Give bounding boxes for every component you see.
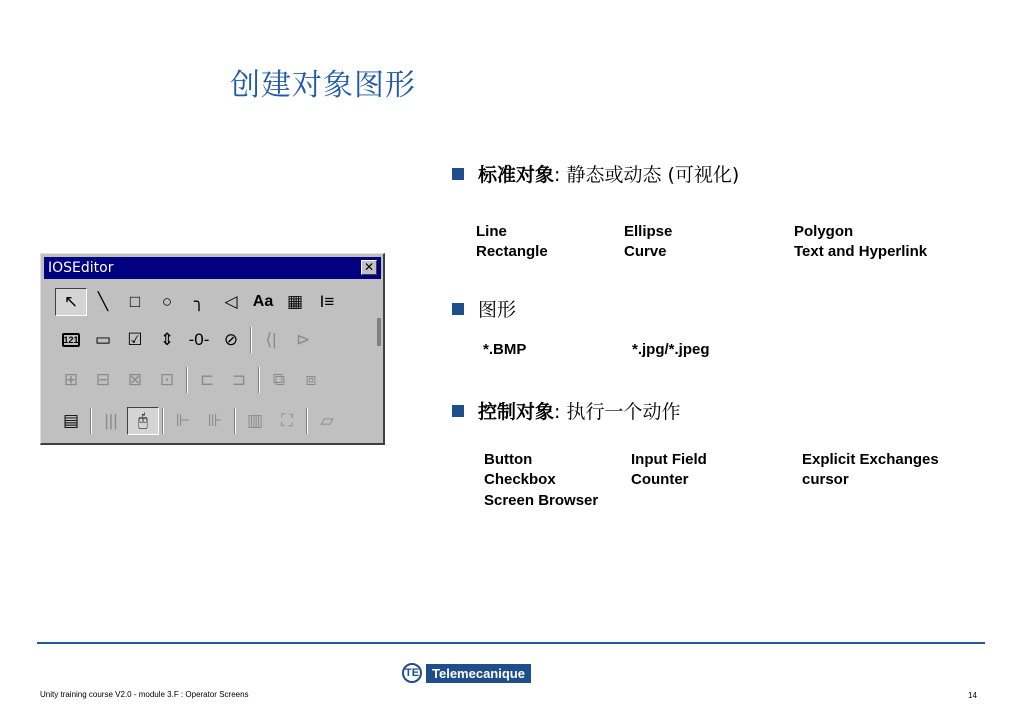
hyperlink-text-icon[interactable]: I≡ bbox=[319, 292, 335, 311]
toolbar-separator bbox=[186, 367, 188, 393]
list-item: Counter bbox=[631, 471, 689, 488]
edit-icon[interactable]: ▱ bbox=[320, 411, 334, 430]
toolbar-separator bbox=[234, 408, 236, 434]
align-bottom-icon[interactable]: ⊡ bbox=[159, 370, 175, 389]
list-item: Checkbox bbox=[484, 471, 556, 488]
list-item: *.BMP bbox=[483, 341, 527, 358]
section-heading-bold: 标准对象 bbox=[478, 164, 555, 186]
hierarchy-icon[interactable]: ⊪ bbox=[207, 411, 223, 430]
ungroup-icon[interactable]: ⊐ bbox=[231, 370, 247, 389]
send-back-icon[interactable]: ⧈ bbox=[305, 370, 317, 389]
logo-mark-icon: TE bbox=[402, 663, 422, 683]
telemecanique-logo bbox=[402, 663, 531, 683]
toolbar-row-4 bbox=[55, 406, 343, 436]
page-title: 创建对象图形 bbox=[230, 68, 416, 103]
ioseditor-window bbox=[40, 253, 385, 445]
toolbar-separator bbox=[162, 408, 164, 434]
checkbox-icon[interactable]: ☑ bbox=[127, 330, 143, 349]
spin-counter-icon[interactable]: ⇕ bbox=[159, 330, 175, 349]
properties-icon[interactable]: ▤ bbox=[62, 411, 80, 430]
section-heading-rest: : 静态或动态 (可视化) bbox=[554, 164, 740, 186]
binoculars-icon[interactable]: ⛶ bbox=[281, 411, 293, 430]
tree-icon[interactable]: ⊩ bbox=[175, 411, 191, 430]
footer-course-text: Unity training course V2.0 - module 3.F : Operator Screens bbox=[40, 690, 249, 699]
flip-horizontal-icon[interactable]: ⟨| bbox=[265, 330, 277, 349]
page-number: 14 bbox=[968, 691, 977, 700]
list-item: Text and Hyperlink bbox=[794, 243, 928, 260]
section-graphics bbox=[452, 295, 516, 322]
section-heading-rest: 图形 bbox=[478, 299, 517, 321]
list-item: Explicit Exchanges bbox=[802, 451, 939, 468]
toolbar-separator bbox=[306, 408, 308, 434]
input-field-icon[interactable] bbox=[55, 326, 87, 354]
window-title: IOSEditor bbox=[48, 260, 114, 276]
list-item: Input Field bbox=[631, 451, 707, 468]
align-top-icon[interactable]: ⊠ bbox=[127, 370, 143, 389]
list-item: Rectangle bbox=[476, 243, 548, 260]
group-icon[interactable]: ⊏ bbox=[199, 370, 215, 389]
close-icon[interactable]: ✕ bbox=[361, 260, 377, 275]
button-icon[interactable]: ▭ bbox=[94, 330, 112, 349]
align-right-icon[interactable]: ⊟ bbox=[95, 370, 111, 389]
list-item: Screen Browser bbox=[484, 492, 599, 509]
bullet-square-icon bbox=[452, 405, 464, 417]
select-arrow-icon[interactable]: ↖ bbox=[55, 288, 87, 316]
list-item: Ellipse bbox=[624, 223, 673, 240]
line-icon[interactable]: ╲ bbox=[97, 292, 109, 311]
toolbar-row-1 bbox=[55, 287, 343, 317]
text-icon[interactable]: Aa bbox=[252, 293, 274, 310]
window-scroll-handle[interactable] bbox=[377, 318, 381, 346]
list-item: Curve bbox=[624, 243, 667, 260]
section-control-objects bbox=[452, 397, 680, 424]
bullet-square-icon bbox=[452, 168, 464, 180]
toolbar-row-3 bbox=[55, 365, 327, 395]
image-icon[interactable]: ▦ bbox=[286, 292, 304, 311]
section-heading-bold: 控制对象 bbox=[478, 401, 555, 423]
table-icon[interactable]: ▥ bbox=[246, 411, 264, 430]
curve-icon[interactable]: ╮ bbox=[193, 292, 205, 311]
list-item: Button bbox=[484, 451, 533, 468]
grid-icon[interactable]: ||| bbox=[104, 411, 118, 430]
rectangle-icon[interactable]: □ bbox=[129, 292, 141, 311]
bullet-square-icon bbox=[452, 303, 464, 315]
toolbar-separator bbox=[250, 327, 252, 353]
toolbar-separator bbox=[90, 408, 92, 434]
polygon-icon[interactable]: ◁ bbox=[224, 292, 238, 311]
toolbar-row-2 bbox=[55, 325, 319, 355]
section-heading-rest: : 执行一个动作 bbox=[554, 401, 681, 423]
list-item: cursor bbox=[802, 471, 849, 488]
window-title-bar[interactable] bbox=[44, 257, 381, 279]
ellipse-icon[interactable]: ○ bbox=[161, 292, 173, 311]
list-item: *.jpg/*.jpeg bbox=[632, 341, 710, 358]
toolbar-separator bbox=[258, 367, 260, 393]
bring-front-icon[interactable]: ⧉ bbox=[272, 370, 286, 389]
list-item: Line bbox=[476, 223, 507, 240]
section-standard-objects bbox=[452, 160, 739, 187]
mouse-icon[interactable]: 🖰 bbox=[127, 407, 159, 435]
list-item: Polygon bbox=[794, 223, 854, 240]
flip-vertical-icon[interactable]: ⊳ bbox=[295, 330, 311, 349]
logo-text: Telemecanique bbox=[426, 664, 531, 683]
input-field-label: 121 bbox=[63, 335, 79, 345]
cursor-slider-icon[interactable]: -0- bbox=[188, 330, 210, 349]
footer-divider bbox=[37, 642, 985, 644]
explicit-exchange-icon[interactable]: ⊘ bbox=[223, 330, 239, 349]
align-left-icon[interactable]: ⊞ bbox=[63, 370, 79, 389]
